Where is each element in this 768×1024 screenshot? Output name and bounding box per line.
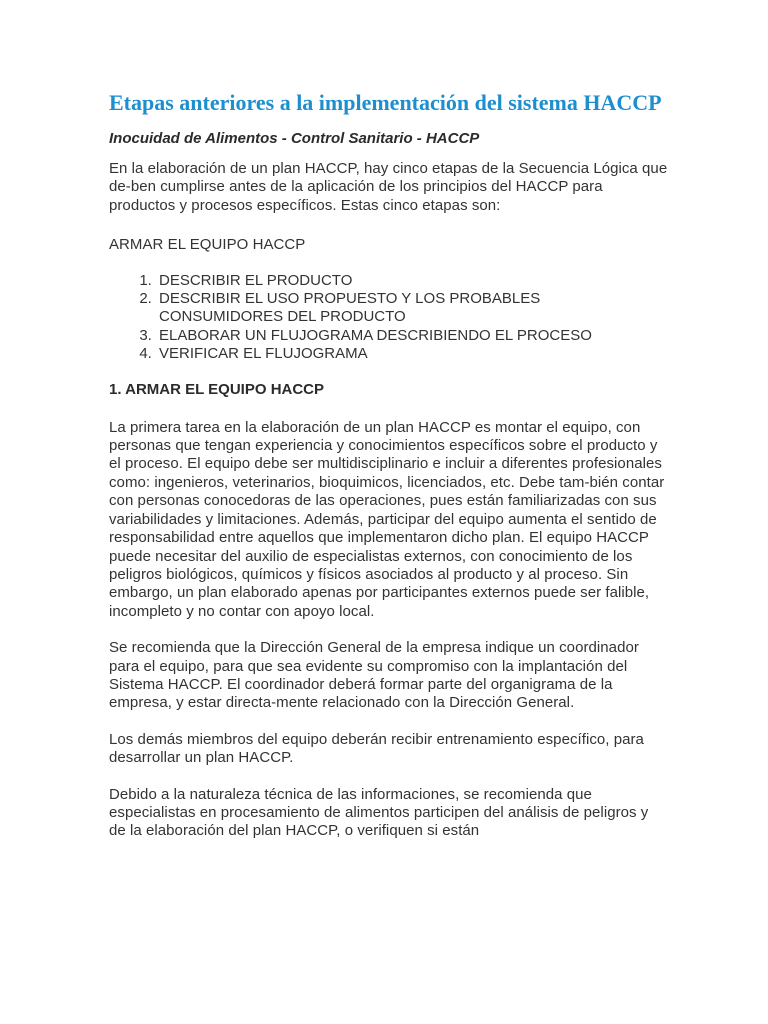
first-stage-line: ARMAR EL EQUIPO HACCP xyxy=(109,236,306,254)
document-title: Etapas anteriores a la implementación del sistema HACCP xyxy=(109,90,662,115)
list-item: 3. ELABORAR UN FLUJOGRAMA DESCRIBIENDO EL PROCESO xyxy=(156,327,668,345)
list-item: 4. VERIFICAR EL FLUJOGRAMA xyxy=(156,345,668,363)
body-paragraph-3: Los demás miembros del equipo deberán recibir entrenamiento específico, para desarrollar un plan HACCP. xyxy=(109,730,644,767)
stages-list xyxy=(109,272,668,364)
intro-paragraph: En la elaboración de un plan HACCP, hay cinco etapas de la Secuencia Lógica que de-ben cumplirse antes de la aplicación de los principios del HACCP para productos y procesos específicos. Estas cinco etapas son: xyxy=(109,160,668,214)
body-paragraph-2: Se recomienda que la Dirección General de la empresa indique un coordinador para el equipo, para que sea evidente su compromiso con la implantación del Sistema HACCP. El coordinador deberá formar parte del organigrama de la empresa, y estar directa-mente relacionado con la Dirección General. xyxy=(109,639,639,712)
document-subtitle: Inocuidad de Alimentos - Control Sanitario - HACCP xyxy=(109,130,480,147)
list-item: 1. DESCRIBIR EL PRODUCTO xyxy=(156,272,668,290)
body-paragraph-1: La primera tarea en la elaboración de un plan HACCP es montar el equipo, con personas que tengan experiencia y conocimientos específicos sobre el producto y el proceso. El equipo debe ser multidisciplinario e incluir a diferentes profesionales como: ingenieros, veterinarios, bioquimicos, licenciados, etc. Debe tam-bién contar con personas conocedoras de las operaciones, pues están familiarizadas con sus variabilidades y limitaciones. Además, participar del equipo aumenta el sentido de responsabilidad entre aquellos que implementaron dicho plan. El equipo HACCP puede necesitar del auxilio de especialistas externos, con conocimiento de los peligros biológicos, químicos y físicos asociados al producto y al proceso. Sin embargo, un plan elaborado apenas por participantes externos puede ser falible, incompleto y no contar con apoyo local. xyxy=(109,418,665,620)
list-item: 2. DESCRIBIR EL USO PROPUESTO Y LOS PROBABLES CONSUMIDORES DEL PRODUCTO xyxy=(156,290,668,327)
body-paragraph-4: Debido a la naturaleza técnica de las informaciones, se recomienda que especialistas en procesamiento de alimentos participen del análisis de peligros y de la elaboración del plan HACCP, o verifiquen si están xyxy=(109,785,649,840)
section-heading: 1. ARMAR EL EQUIPO HACCP xyxy=(109,380,325,398)
